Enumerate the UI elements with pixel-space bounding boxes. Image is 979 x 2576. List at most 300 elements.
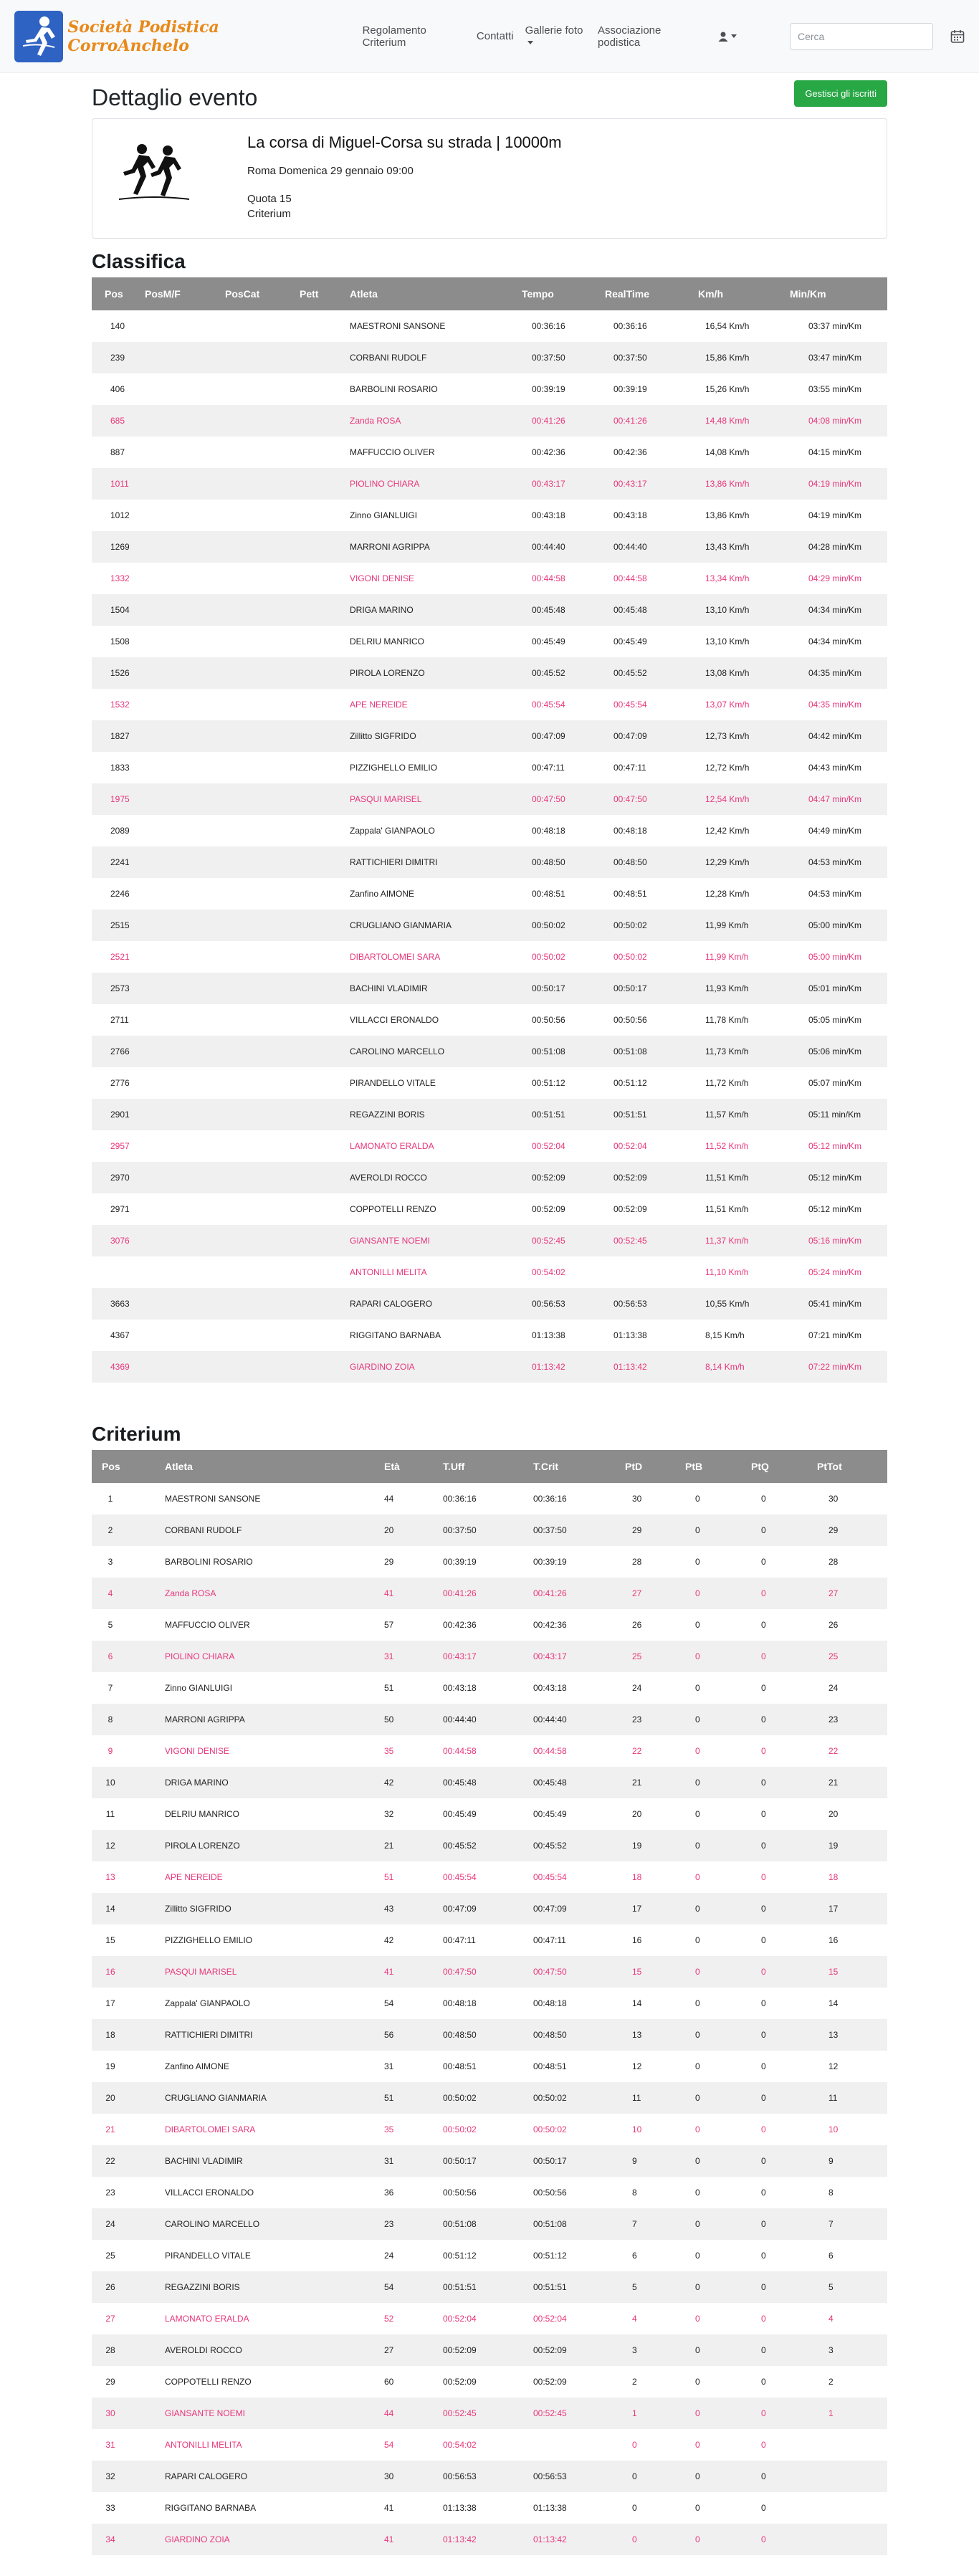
cell-kmh: 11,57 Km/h [705,1110,749,1120]
cell-tcrit [526,2429,618,2461]
table-row[interactable] [92,2366,887,2398]
table-row[interactable] [92,846,887,878]
cell-atleta: Zillitto SIGFRIDO [165,1904,231,1914]
cell-atleta: RIGGITANO BARNABA [350,1330,441,1340]
cell-atleta: ANTONILLI MELITA [165,2440,242,2450]
cell-tuff: 00:43:17 [443,1651,477,1661]
table-row[interactable] [92,1225,887,1256]
table-row[interactable] [92,815,887,846]
cell-poscat [218,1351,292,1383]
cell-ptb: 0 [695,2188,700,2198]
calendar-button[interactable] [950,29,965,44]
event-title: La corsa di Miguel-Corsa su strada | 10000m [247,133,562,151]
cell-atleta: PASQUI MARISEL [165,1967,237,1977]
cell-atleta: PIZZIGHELLO EMILIO [165,1935,253,1945]
cell-ptq: 0 [761,1967,766,1977]
cell-poscat [218,373,292,405]
cell-realtime: 00:52:45 [613,1236,647,1246]
cell-atleta: REGAZZINI BORIS [165,2282,240,2292]
table-row[interactable] [92,1004,887,1036]
table-row[interactable] [92,2051,887,2082]
cell-posmf [138,1099,218,1130]
table-row[interactable] [92,752,887,783]
col-header-posmf[interactable]: PosM/F [145,288,181,300]
cell-eta: 60 [384,2377,394,2387]
table-row[interactable] [92,1256,887,1288]
cell-ptb: 0 [695,1714,700,1725]
cell-poscat [218,1067,292,1099]
cell-ptq: 0 [761,2377,766,2387]
table-row[interactable] [92,1578,887,1609]
cell-minkm: 04:28 min/Km [808,542,862,552]
cell-tuff: 00:45:52 [443,1841,477,1851]
cell-ptq: 0 [761,1494,766,1504]
col-header-poscat[interactable]: PosCat [225,288,260,300]
cell-eta: 51 [384,1872,394,1882]
cell-tcrit: 00:48:51 [533,2061,567,2071]
table-row[interactable] [92,973,887,1004]
cell-pett [292,342,343,373]
cell-ptd: 9 [632,2156,637,2166]
user-menu-dropdown[interactable] [712,31,742,42]
manage-subscribers-button[interactable]: Gestisci gli iscritti [794,80,887,107]
cell-ptq: 0 [761,2471,766,2481]
cell-atleta: CAROLINO MARCELLO [350,1046,445,1056]
cell-kmh: 13,86 Km/h [705,479,750,489]
cell-minkm: 04:53 min/Km [808,857,862,867]
cell-kmh: 13,07 Km/h [705,700,750,710]
table-row[interactable] [92,783,887,815]
cell-ptq: 0 [761,1841,766,1851]
cell-pos: 12 [105,1841,115,1851]
cell-poscat [218,468,292,500]
cell-atleta: Zappala' GIANPAOLO [165,1998,250,2008]
table-row[interactable] [92,437,887,468]
brand-logo-runner-icon[interactable] [14,11,63,62]
col-header-ptd[interactable]: PtD [625,1461,643,1472]
cell-pttot [810,2524,887,2555]
col-header-pett[interactable]: Pett [300,288,319,300]
table-row[interactable] [92,2019,887,2051]
table-row[interactable] [92,2145,887,2177]
table-row[interactable] [92,1099,887,1130]
cell-pttot: 19 [828,1841,839,1851]
cell-tuff: 00:37:50 [443,1525,477,1535]
cell-ptb: 0 [695,2377,700,2387]
cell-pttot: 25 [828,1651,839,1661]
cell-posmf [138,878,218,910]
cell-ptq: 0 [761,2440,766,2450]
table-row[interactable] [92,373,887,405]
nav-link-gallerie[interactable] [520,24,592,49]
page-header [92,80,887,111]
cell-atleta: RATTICHIERI DIMITRI [165,2030,253,2040]
cell-ptq: 0 [761,2124,766,2134]
cell-minkm: 04:08 min/Km [808,416,862,426]
table-row[interactable] [92,310,887,342]
cell-poscat [218,689,292,720]
cell-tempo: 00:39:19 [532,384,565,394]
cell-ptb: 0 [695,2503,700,2513]
cell-poscat [218,878,292,910]
cell-atleta: RIGGITANO BARNABA [165,2503,257,2513]
table-row[interactable] [92,1988,887,2019]
nav-link-contatti[interactable]: Contatti [476,30,514,42]
cell-tuff: 00:51:08 [443,2219,477,2229]
cell-pett [292,846,343,878]
cell-atleta: RAPARI CALOGERO [165,2471,248,2481]
table-row[interactable] [92,1351,887,1383]
cell-posmf [138,437,218,468]
cell-tcrit: 00:56:53 [533,2471,567,2481]
cell-pett [292,973,343,1004]
table-row[interactable] [92,1067,887,1099]
table-row[interactable] [92,2398,887,2429]
col-header-ptb[interactable]: PtB [685,1461,703,1472]
cell-pttot: 2 [828,2377,834,2387]
table-row[interactable] [92,500,887,531]
cell-pttot: 29 [828,1525,839,1535]
brand-name[interactable]: Società Podistica CorroAnchelo [67,17,219,55]
cell-atleta: MAESTRONI SANSONE [165,1494,261,1504]
table-row[interactable] [92,878,887,910]
cell-realtime: 00:50:02 [613,920,647,930]
cell-eta: 31 [384,1651,394,1661]
cell-realtime: 00:52:09 [613,1173,647,1183]
cell-atleta: AVEROLDI ROCCO [350,1173,427,1183]
cell-pttot: 30 [828,1494,839,1504]
table-row[interactable] [92,2429,887,2461]
col-header-atleta[interactable]: Atleta [350,288,378,300]
cell-pett [292,1288,343,1320]
cell-eta: 50 [384,1714,394,1725]
cell-realtime: 00:48:18 [613,826,647,836]
col-header-atleta[interactable]: Atleta [165,1461,193,1472]
cell-ptd: 3 [632,2345,637,2355]
cell-realtime: 00:42:36 [613,447,647,457]
cell-minkm: 04:19 min/Km [808,479,862,489]
event-info [247,133,562,224]
cell-pos: 3 [108,1557,113,1567]
cell-ptd: 21 [632,1778,642,1788]
cell-pett [292,720,343,752]
cell-minkm: 03:55 min/Km [808,384,862,394]
cell-realtime: 00:45:52 [613,668,647,678]
cell-pett [292,941,343,973]
cell-tempo: 01:13:38 [532,1330,565,1340]
table-row[interactable] [92,941,887,973]
table-row[interactable] [92,2524,887,2555]
cell-poscat [218,626,292,657]
cell-tempo: 00:43:18 [532,510,565,520]
cell-posmf [138,310,218,342]
table-row[interactable] [92,405,887,437]
cell-kmh: 12,73 Km/h [705,731,750,741]
cell-poscat [218,815,292,846]
table-row[interactable] [92,1861,887,1893]
classifica-table [92,277,887,1383]
top-navbar [0,0,979,73]
cell-kmh: 12,28 Km/h [705,889,750,899]
cell-pttot: 17 [828,1904,839,1914]
table-row[interactable] [92,2461,887,2492]
cell-kmh: 13,43 Km/h [705,542,750,552]
cell-eta: 20 [384,1525,394,1535]
cell-poscat [218,1130,292,1162]
col-header-pos[interactable]: Pos [105,288,123,300]
cell-eta: 54 [384,2282,394,2292]
table-row[interactable] [92,2177,887,2208]
cell-minkm: 04:34 min/Km [808,636,862,647]
table-row[interactable] [92,1767,887,1798]
criterium-table [92,1450,887,2555]
table-row[interactable] [92,2303,887,2334]
user-icon [717,31,729,42]
cell-atleta: MAFFUCCIO OLIVER [350,447,435,457]
cell-realtime: 00:47:11 [613,763,646,773]
table-row[interactable] [92,2492,887,2524]
table-row[interactable] [92,2114,887,2145]
cell-ptd: 0 [632,2440,637,2450]
cell-atleta: COPPOTELLI RENZO [165,2377,252,2387]
col-header-realtime[interactable]: RealTime [605,288,649,300]
col-header-tempo[interactable]: Tempo [522,288,554,300]
cell-tcrit: 00:45:49 [533,1809,567,1819]
cell-tuff: 00:44:58 [443,1746,477,1756]
cell-atleta: PIOLINO CHIARA [165,1651,235,1661]
table-row[interactable] [92,1830,887,1861]
cell-tuff: 00:45:49 [443,1809,477,1819]
cell-pett [292,594,343,626]
table-row[interactable] [92,1162,887,1193]
cell-pos: 2521 [110,952,130,962]
cell-pett [292,752,343,783]
cell-realtime: 00:39:19 [613,384,647,394]
cell-eta: 41 [384,2503,394,2513]
cell-kmh: 12,72 Km/h [705,763,750,773]
cell-pos: 2515 [110,920,130,930]
cell-pett [292,815,343,846]
table-row[interactable] [92,1798,887,1830]
cell-pttot: 6 [828,2251,834,2261]
cell-realtime: 00:56:53 [613,1299,647,1309]
table-row[interactable] [92,1893,887,1924]
cell-tempo: 00:37:50 [532,353,565,363]
cell-ptb: 0 [695,2061,700,2071]
cell-ptd: 10 [632,2124,642,2134]
cell-posmf [138,626,218,657]
cell-tuff: 00:52:09 [443,2377,477,2387]
cell-pos: 1975 [110,794,130,804]
cell-posmf [138,531,218,563]
cell-pos: 2970 [110,1173,130,1183]
cell-pos: 10 [105,1778,115,1788]
cell-ptq: 0 [761,1588,766,1598]
col-header-pttot[interactable]: PtTot [817,1461,842,1472]
cell-kmh: 8,14 Km/h [705,1362,745,1372]
cell-poscat [218,500,292,531]
table-row[interactable] [92,1704,887,1735]
cell-minkm: 05:01 min/Km [808,983,862,993]
cell-ptq: 0 [761,2345,766,2355]
cell-posmf [138,1130,218,1162]
cell-eta: 31 [384,2156,394,2166]
cell-pos: 15 [105,1935,115,1945]
cell-posmf [138,973,218,1004]
cell-ptq: 0 [761,1620,766,1630]
cell-ptb: 0 [695,1620,700,1630]
cell-atleta: PIOLINO CHIARA [350,479,420,489]
cell-pett [292,1067,343,1099]
table-row[interactable] [92,657,887,689]
cell-pos: 239 [110,353,125,363]
table-row[interactable] [92,563,887,594]
table-row[interactable] [92,2208,887,2240]
cell-minkm: 03:37 min/Km [808,321,862,331]
table-row[interactable] [92,1672,887,1704]
cell-tuff: 01:13:42 [443,2534,477,2544]
cell-ptb: 0 [695,1809,700,1819]
cell-pttot: 13 [828,2030,839,2040]
cell-kmh: 11,10 Km/h [705,1267,749,1277]
cell-ptd: 4 [632,2314,637,2324]
table-row[interactable] [92,1924,887,1956]
cell-minkm: 05:12 min/Km [808,1173,862,1183]
cell-poscat [218,657,292,689]
cell-tcrit: 00:50:17 [533,2156,567,2166]
cell-atleta: Zillitto SIGFRIDO [350,731,416,741]
cell-eta: 23 [384,2219,394,2229]
table-row[interactable] [92,2334,887,2366]
cell-eta: 52 [384,2314,394,2324]
cell-minkm: 05:00 min/Km [808,952,862,962]
cell-ptb: 0 [695,1651,700,1661]
cell-pett [292,500,343,531]
table-row[interactable] [92,2082,887,2114]
cell-tuff: 00:44:40 [443,1714,477,1725]
cell-kmh: 12,42 Km/h [705,826,750,836]
table-row[interactable] [92,1956,887,1988]
cell-tuff: 00:48:18 [443,1998,477,2008]
cell-posmf [138,783,218,815]
table-row[interactable] [92,626,887,657]
cell-kmh: 14,48 Km/h [705,416,750,426]
table-header-row [92,277,887,310]
cell-tcrit: 01:13:38 [533,2503,567,2513]
cell-ptq: 0 [761,2503,766,2513]
cell-pett [292,1004,343,1036]
cell-ptd: 28 [632,1557,642,1567]
table-row[interactable] [92,1546,887,1578]
cell-pttot: 16 [828,1935,839,1945]
cell-tuff: 00:47:50 [443,1967,477,1977]
cell-ptq: 0 [761,2534,766,2544]
cell-minkm: 07:21 min/Km [808,1330,862,1340]
cell-tempo: 00:52:09 [532,1204,565,1214]
cell-realtime: 00:44:40 [613,542,647,552]
search-input[interactable] [790,23,933,50]
cell-pett [292,310,343,342]
cell-eta: 35 [384,2124,394,2134]
table-row[interactable] [92,1735,887,1767]
cell-pos: 1269 [110,542,130,552]
table-row[interactable] [92,342,887,373]
cell-tcrit: 00:44:40 [533,1714,567,1725]
cell-tempo: 00:51:51 [532,1110,565,1120]
cell-minkm: 04:35 min/Km [808,668,862,678]
cell-realtime [598,1256,691,1288]
cell-pos: 1526 [110,668,130,678]
cell-tuff: 00:52:45 [443,2408,477,2418]
cell-poscat [218,1256,292,1288]
cell-ptb: 0 [695,2251,700,2261]
col-header-kmh[interactable]: Km/h [698,288,723,300]
cell-pttot: 9 [828,2156,834,2166]
cell-posmf [138,1193,218,1225]
col-header-pos[interactable]: Pos [102,1461,120,1472]
classifica-title: Classifica [92,250,186,272]
table-row[interactable] [92,910,887,941]
table-row[interactable] [92,468,887,500]
cell-kmh: 11,51 Km/h [705,1204,749,1214]
table-row[interactable] [92,1514,887,1546]
table-row[interactable] [92,2271,887,2303]
cell-pttot: 22 [828,1746,839,1756]
cell-tempo: 00:51:08 [532,1046,565,1056]
table-row[interactable] [92,1288,887,1320]
table-row[interactable] [92,1609,887,1641]
cell-tempo: 00:47:50 [532,794,565,804]
cell-tuff: 00:48:51 [443,2061,477,2071]
table-row[interactable] [92,1483,887,1514]
cell-minkm: 04:53 min/Km [808,889,862,899]
table-row[interactable] [92,1130,887,1162]
cell-atleta: DIBARTOLOMEI SARA [165,2124,256,2134]
col-header-ptq[interactable]: PtQ [751,1461,769,1472]
nav-link-regolamento[interactable]: Regolamento Criterium [362,24,426,49]
col-header-tuff[interactable]: T.Uff [443,1461,465,1472]
table-row[interactable] [92,720,887,752]
cell-ptd: 0 [632,2503,637,2513]
col-header-tcrit[interactable]: T.Crit [533,1461,558,1472]
table-row[interactable] [92,531,887,563]
table-row[interactable] [92,1641,887,1672]
cell-pttot: 21 [828,1778,839,1788]
table-row[interactable] [92,1036,887,1067]
cell-ptb: 0 [695,2314,700,2324]
nav-link-associazione[interactable]: Associazione podistica [597,24,662,49]
table-row[interactable] [92,1193,887,1225]
cell-poscat [218,310,292,342]
cell-posmf [138,342,218,373]
cell-ptq: 0 [761,2156,766,2166]
col-header-eta[interactable]: Età [384,1461,400,1472]
cell-tempo: 00:36:16 [532,321,565,331]
table-row[interactable] [92,1320,887,1351]
table-row[interactable] [92,2240,887,2271]
col-header-minkm[interactable]: Min/Km [790,288,826,300]
table-row[interactable] [92,689,887,720]
cell-posmf [138,1004,218,1036]
cell-atleta: COPPOTELLI RENZO [350,1204,436,1214]
cell-ptd: 30 [632,1494,642,1504]
cell-ptb: 0 [695,1683,700,1693]
cell-tcrit: 00:48:50 [533,2030,567,2040]
table-row[interactable] [92,594,887,626]
cell-realtime: 00:50:02 [613,952,647,962]
cell-pos: 1833 [110,763,130,773]
cell-tcrit: 00:50:02 [533,2093,567,2103]
